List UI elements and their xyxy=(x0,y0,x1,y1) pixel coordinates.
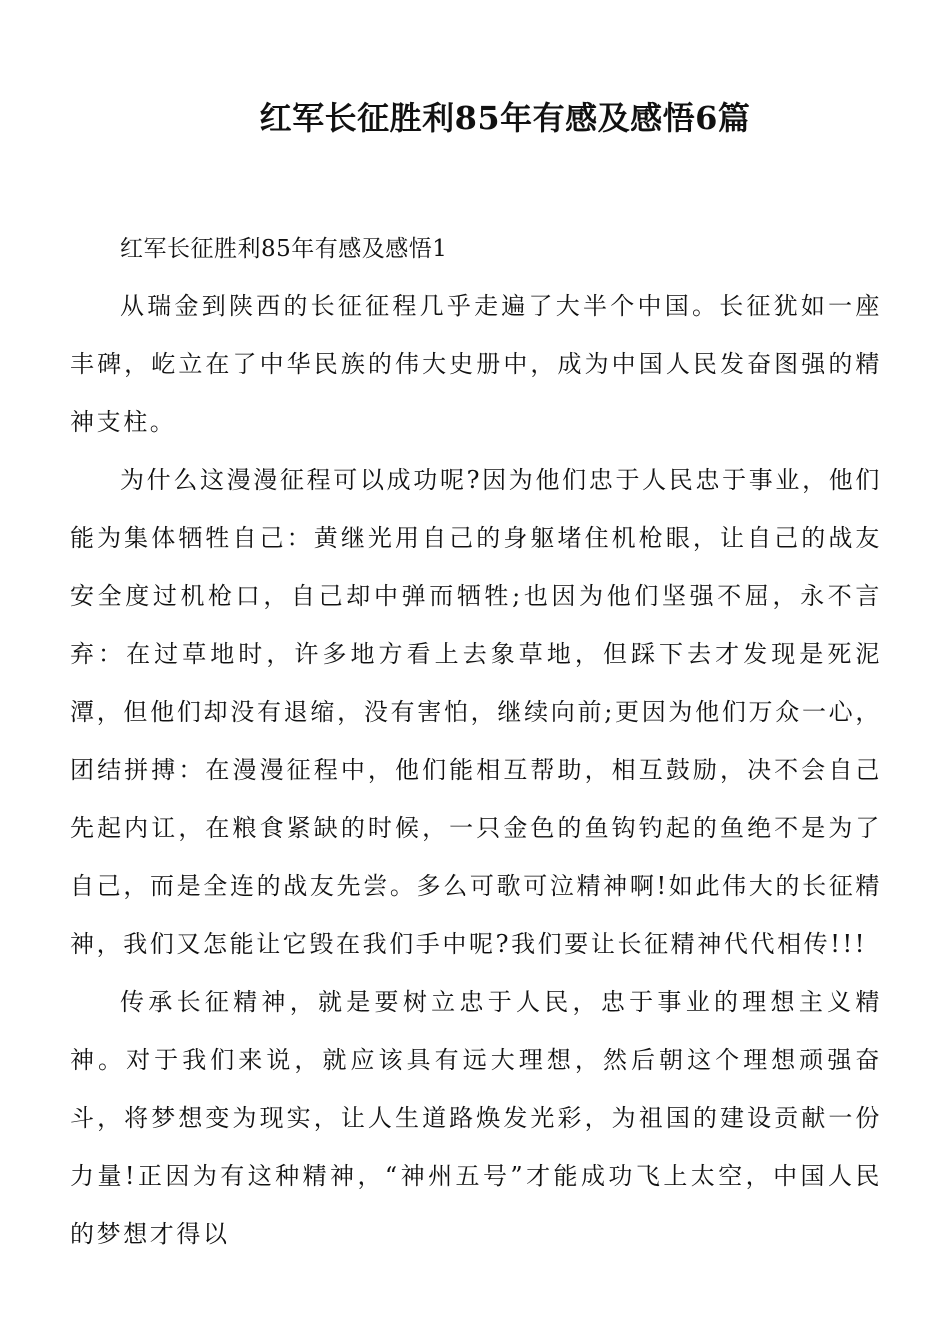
paragraph-2: 为什么这漫漫征程可以成功呢?因为他们忠于人民忠于事业，他们能为集体牺牲自己：黄继光用自己的身躯堵住机枪眼，让自己的战友安全度过机枪口，自己却中弹而牺牲;也因为他们坚强不屈，永不言弃：在过草地时，许多地方看上去象草地，但踩下去才发现是死泥潭，但他们却没有退缩，没有害怕，继续向前;更因为他们万众一心，团结拼搏：在漫漫征程中，他们能相互帮助，相互鼓励，决不会自己先起内讧，在粮食紧缺的时候，一只金色的鱼钩钓起的鱼绝不是为了自己，而是全连的战友先尝。多么可歌可泣精神啊!如此伟大的长征精神，我们又怎能让它毁在我们手中呢?我们要让长征精神代代相传!!! xyxy=(70,466,882,958)
paragraph-3: 传承长征精神，就是要树立忠于人民，忠于事业的理想主义精神。对于我们来说，就应该具有远大理想，然后朝这个理想顽强奋斗，将梦想变为现实，让人生道路焕发光彩，为祖国的建设贡献一份力量!正因为有这种精神，“神州五号”才能成功飞上太空，中国人民的梦想才得以 xyxy=(70,988,882,1248)
document-title: 红军长征胜利85年有感及感悟6篇 xyxy=(259,99,751,137)
paragraph-1: 从瑞金到陕西的长征征程几乎走遍了大半个中国。长征犹如一座丰碑，屹立在了中华民族的伟大史册中，成为中国人民发奋图强的精神支柱。 xyxy=(70,292,882,436)
section-heading: 红军长征胜利85年有感及感悟1 xyxy=(120,236,448,262)
